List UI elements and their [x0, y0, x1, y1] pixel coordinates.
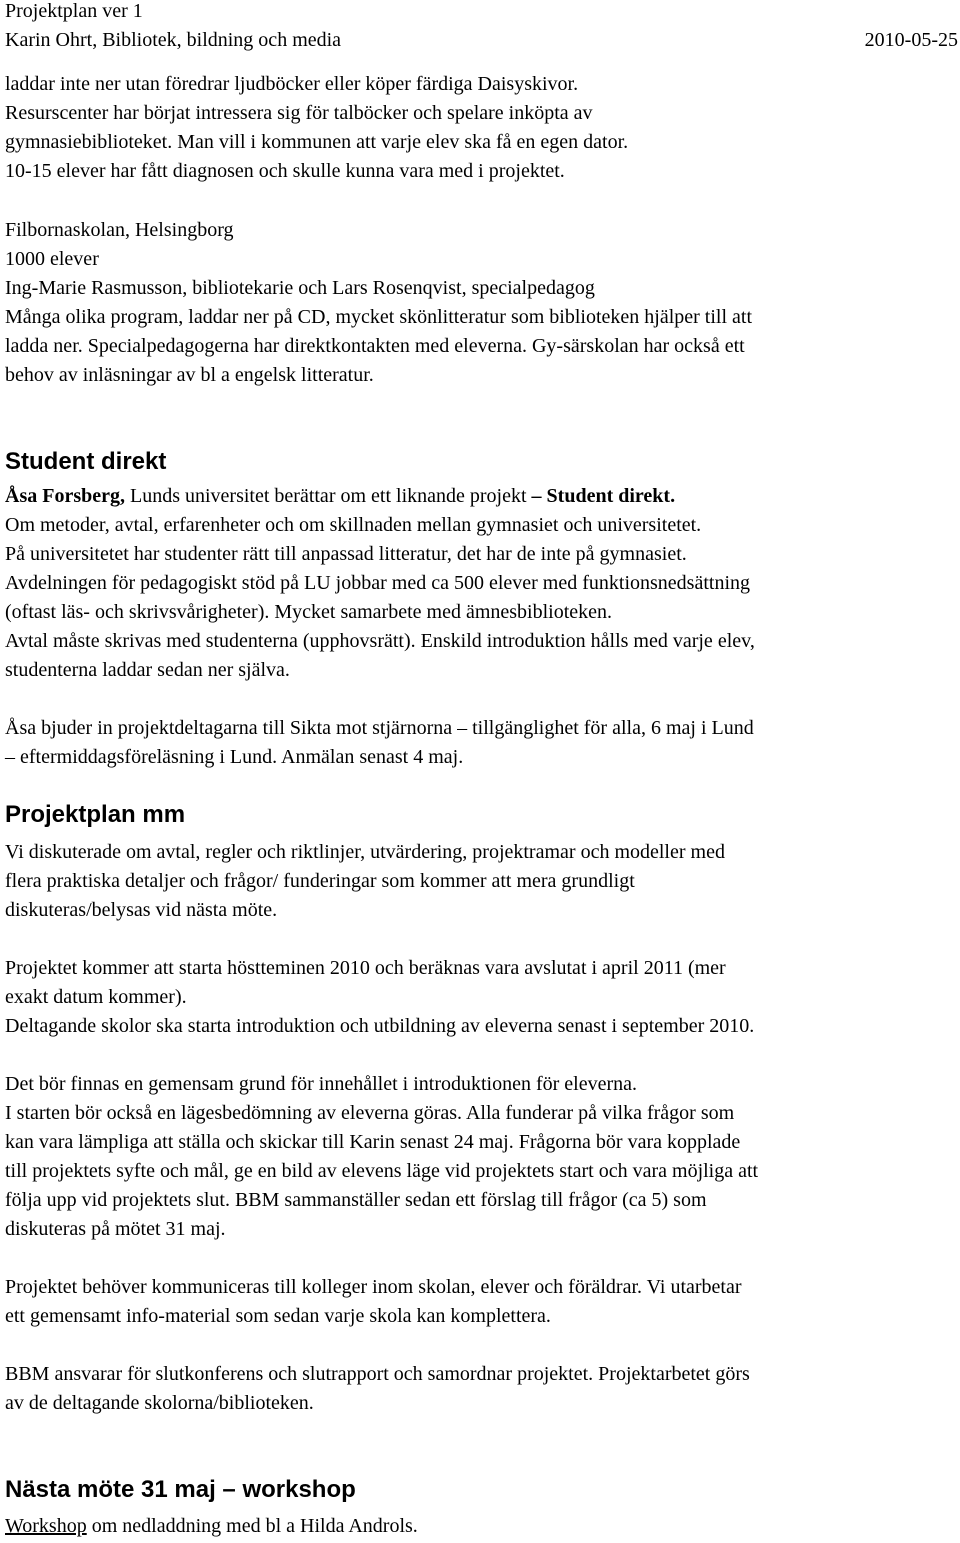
text-line: Deltagande skolor ska starta introduktion och utbildning av eleverna senast i september 2010.: [5, 1015, 755, 1037]
text-line: [5, 1512, 418, 1541]
text-line: BBM ansvarar för slutkonferens och slutrapport och samordnar projektet. Projektarbetet görs: [5, 1363, 750, 1385]
text-line: ett gemensamt info-material som sedan varje skola kan komplettera.: [5, 1305, 551, 1327]
text-line: Vi diskuterade om avtal, regler och riktlinjer, utvärdering, projektramar och modeller med: [5, 841, 725, 863]
text-line: studenterna laddar sedan ner själva.: [5, 659, 290, 681]
school-students: 1000 elever: [5, 248, 99, 270]
project-name: – Student direkt.: [531, 485, 676, 507]
text-line: Projektet kommer att starta höstteminen 2010 och beräknas vara avslutat i april 2011 (mer: [5, 957, 726, 979]
heading-student-direkt: Student direkt: [5, 448, 167, 475]
workshop-link[interactable]: Workshop: [5, 1515, 87, 1537]
text-line: Om metoder, avtal, erfarenheter och om skillnaden mellan gymnasiet och universitetet.: [5, 514, 702, 536]
text-line: laddar inte ner utan föredrar ljudböcker eller köper färdiga Daisyskivor.: [5, 73, 579, 95]
text-line: till projektets syfte och mål, ge en bild av elevens läge vid projektets start och vara möjliga att: [5, 1160, 759, 1182]
text-span: om nedladdning med bl a Hilda Androls.: [86, 1515, 418, 1537]
text-line: ladda ner. Specialpedagogerna har direktkontakten med eleverna. Gy-särskolan har också ett: [5, 335, 745, 357]
text-line: Åsa bjuder in projektdeltagarna till Sikta mot stjärnorna – tillgänglighet för alla, 6 maj i Lund: [5, 717, 754, 739]
text-line: Avdelningen för pedagogiskt stöd på LU jobbar med ca 500 elever med funktionsnedsättning: [5, 572, 750, 594]
text-line: diskuteras på mötet 31 maj.: [5, 1218, 226, 1240]
heading-next-meeting: Nästa möte 31 maj – workshop: [5, 1476, 356, 1503]
text-line: 10-15 elever har fått diagnosen och skulle kunna vara med i projektet.: [5, 160, 565, 182]
text-span: Lunds universitet berättar om ett liknande projekt: [124, 485, 532, 507]
text-line: På universitetet har studenter rätt till anpassad litteratur, det har de inte på gymnasiet.: [5, 543, 687, 565]
document-date: 2010-05-25: [864, 29, 958, 51]
school-name: Filbornaskolan, Helsingborg: [5, 219, 234, 241]
text-line: följa upp vid projektets slut. BBM sammanställer sedan ett förslag till frågor (ca 5) som: [5, 1189, 707, 1211]
text-line: Resurscenter har börjat intressera sig för talböcker och spelare inköpta av: [5, 102, 593, 124]
heading-projektplan: Projektplan mm: [5, 801, 186, 828]
text-line: flera praktiska detaljer och frågor/ funderingar som kommer att mera grundligt: [5, 870, 635, 892]
school-contacts: Ing-Marie Rasmusson, bibliotekarie och Lars Rosenqvist, specialpedagog: [5, 277, 595, 299]
text-line: – eftermiddagsföreläsning i Lund. Anmälan senast 4 maj.: [5, 746, 464, 768]
text-line: Projektet behöver kommuniceras till kolleger inom skolan, elever och föräldrar. Vi utarbetar: [5, 1276, 742, 1298]
speaker-name: Åsa Forsberg,: [5, 485, 125, 507]
text-line: (oftast läs- och skrivsvårigheter). Mycket samarbete med ämnesbiblioteken.: [5, 601, 613, 623]
text-line: diskuteras/belysas vid nästa möte.: [5, 899, 278, 921]
text-line: Många olika program, laddar ner på CD, mycket skönlitteratur som biblioteken hjälper till att: [5, 306, 753, 328]
text-line: exakt datum kommer).: [5, 986, 187, 1008]
text-line: gymnasiebiblioteket. Man vill i kommunen att varje elev ska få en egen dator.: [5, 131, 629, 153]
text-line: Det bör finnas en gemensam grund för innehållet i introduktionen för eleverna.: [5, 1073, 638, 1095]
text-line: [5, 482, 675, 511]
text-line: I starten bör också en lägesbedömning av eleverna göras. Alla funderar på vilka frågor som: [5, 1102, 735, 1124]
text-line: av de deltagande skolorna/biblioteken.: [5, 1392, 314, 1414]
text-line: kan vara lämpliga att ställa och skickar till Karin senast 24 maj. Frågorna bör vara kopplade: [5, 1131, 741, 1153]
document-author: Karin Ohrt, Bibliotek, bildning och media: [5, 29, 342, 51]
document-title: Projektplan ver 1: [5, 0, 143, 22]
text-line: behov av inläsningar av bl a engelsk litteratur.: [5, 364, 374, 386]
text-line: Avtal måste skrivas med studenterna (upphovsrätt). Enskild introduktion hålls med varje elev,: [5, 630, 755, 652]
